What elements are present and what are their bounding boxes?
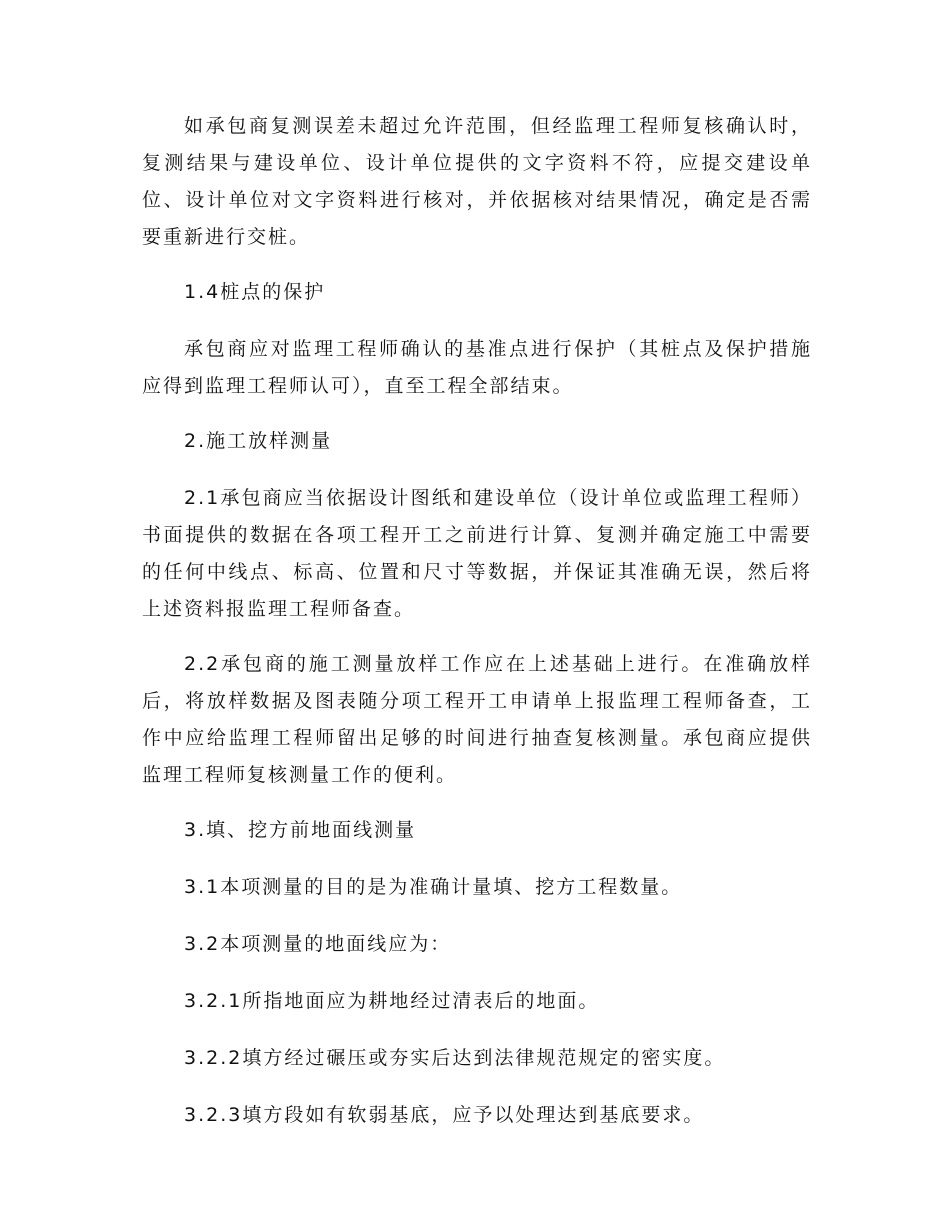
paragraph-3-1: 3.1本项测量的目的是为准确计量填、挖方工程数量。 <box>184 876 683 898</box>
paragraph-benchmark-protection: 承包商应对监理工程师确认的基准点进行保护（其桩点及保护措施应得到监理工程师认可），直至工程全部结束。 <box>142 338 812 397</box>
paragraph-retest-discrepancy: 如承包商复测误差未超过允许范围，但经监理工程师复核确认时，复测结果与建设单位、设计单位提供的文字资料不符，应提交建设单位、设计单位对文字资料进行核对，并依据核对结果情况，确定是否需要重新进行交桩。 <box>142 115 812 248</box>
paragraph-3-2-3: 3.2.3填方段如有软弱基底，应予以处理达到基底要求。 <box>184 1104 705 1126</box>
heading-2-construction-staking: 2.施工放样测量 <box>184 430 333 452</box>
paragraph-3-2-2: 3.2.2填方经过碾压或夯实后达到法律规范规定的密实度。 <box>184 1047 726 1069</box>
heading-3-ground-line-survey: 3.填、挖方前地面线测量 <box>184 819 417 841</box>
document-body <box>142 108 812 1154</box>
heading-1-4-stake-protection: 1.4桩点的保护 <box>184 281 326 303</box>
paragraph-3-2-1: 3.2.1所指地面应为耕地经过清表后的地面。 <box>184 990 600 1012</box>
paragraph-2-1: 2.1承包商应当依据设计图纸和建设单位（设计单位或监理工程师）书面提供的数据在各项工程开工之前进行计算、复测并确定施工中需要的任何中线点、标高、位置和尺寸等数据，并保证其准确无误，然后将上述资料报监理工程师备查。 <box>142 487 812 620</box>
paragraph-2-2: 2.2承包商的施工测量放样工作应在上述基础上进行。在准确放样后，将放样数据及图表随分项工程开工申请单上报监理工程师备查，工作中应给监理工程师留出足够的时间进行抽查复核测量。承包商应提供监理工程师复核测量工作的便利。 <box>142 653 812 786</box>
paragraph-3-2: 3.2本项测量的地面线应为： <box>184 933 452 955</box>
